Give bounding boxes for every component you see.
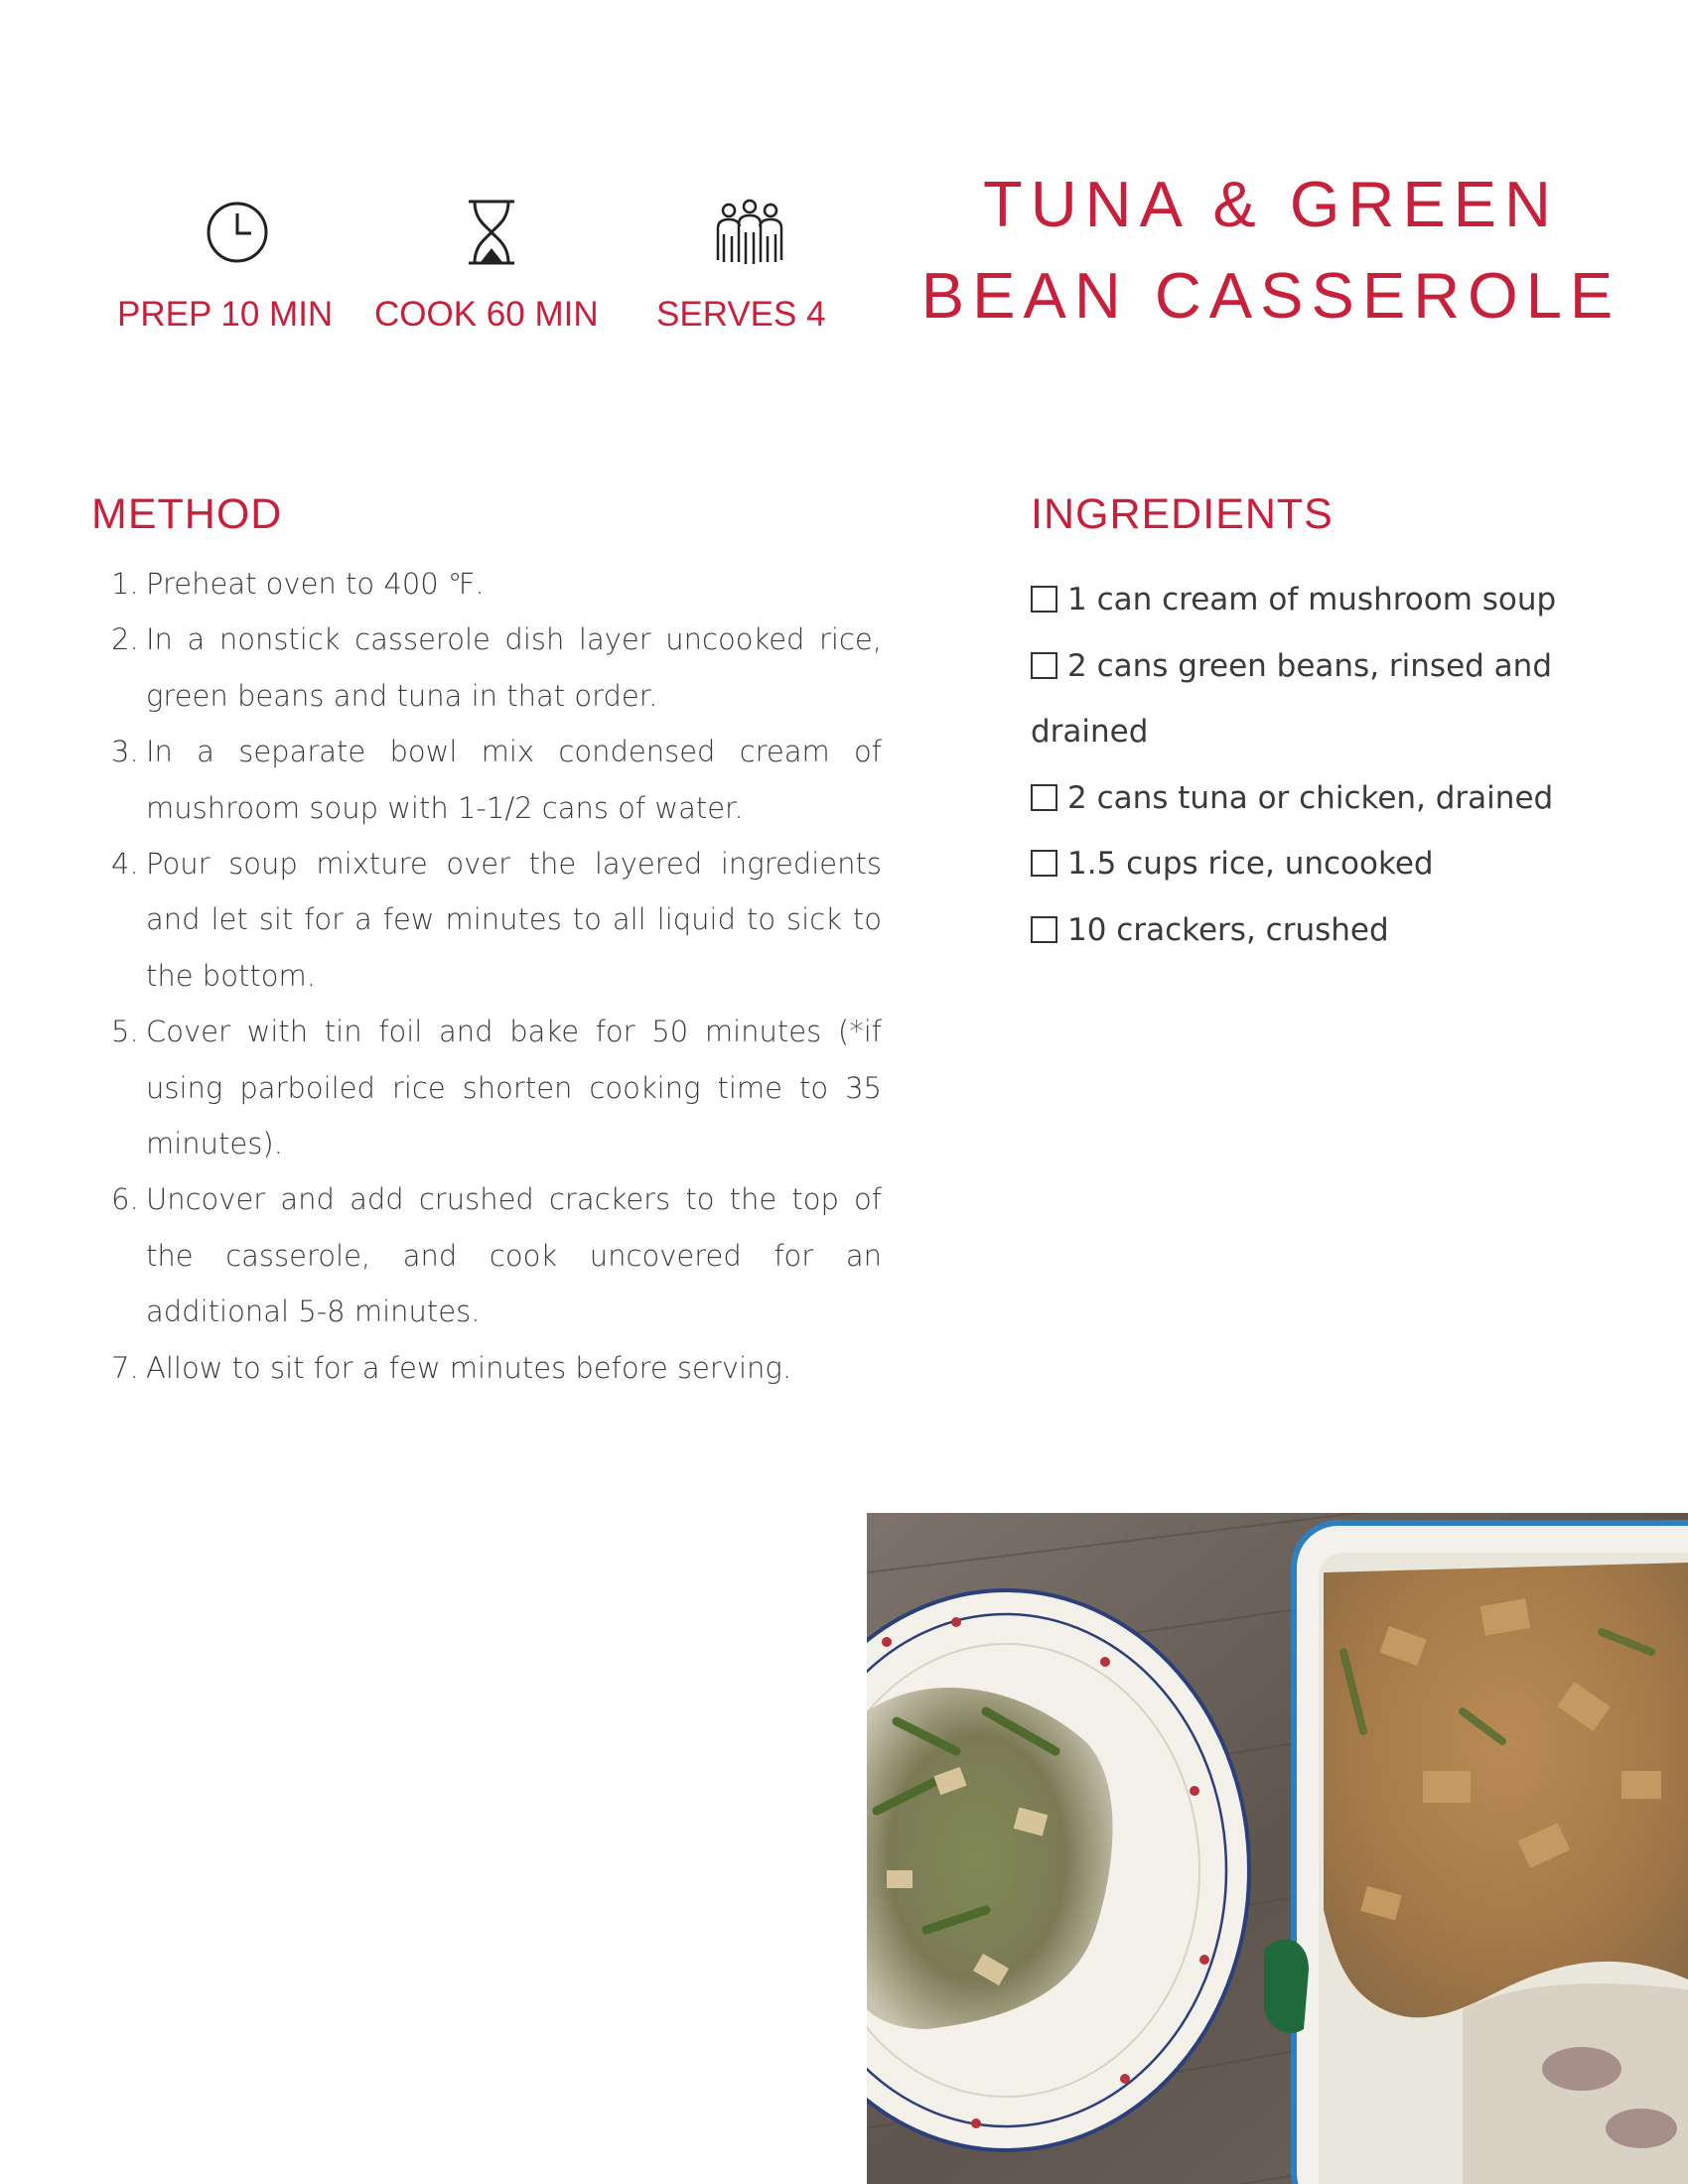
step-text: Allow to sit for a few minutes before serving. <box>146 1350 792 1385</box>
ingredient-item <box>1031 831 1587 897</box>
ingredient-item <box>1031 633 1587 765</box>
method-step <box>111 1171 882 1339</box>
clock-icon <box>204 199 271 266</box>
method-list <box>111 556 882 1396</box>
ingredient-item <box>1031 765 1587 832</box>
cook-time-label: COOK 60 MIN <box>374 295 599 334</box>
ingredient-text: 10 crackers, crushed <box>1067 911 1389 948</box>
ingredient-text: 2 cans green beans, rinsed and drained <box>1031 647 1552 750</box>
ingredient-text: 2 cans tuna or chicken, drained <box>1067 779 1554 816</box>
recipe-title <box>914 159 1628 341</box>
method-step <box>111 612 882 724</box>
step-number: 6. <box>111 1182 139 1217</box>
recipe-title-line1: TUNA & GREEN <box>983 168 1559 240</box>
hourglass-icon <box>465 199 518 266</box>
ingredient-item <box>1031 567 1587 633</box>
step-text: Uncover and add crushed crackers to the top of the casserole, and cook uncovered for an additional 5-8 minutes. <box>146 1182 882 1329</box>
step-number: 2. <box>111 622 139 657</box>
method-step <box>111 556 882 612</box>
step-number: 4. <box>111 847 139 882</box>
ingredient-checkbox[interactable] <box>1031 586 1057 613</box>
prep-time-label: PREP 10 MIN <box>117 295 334 334</box>
step-text: Pour soup mixture over the layered ingredients and let sit for a few minutes to all liquid to sick to the bottom. <box>146 847 882 993</box>
step-number: 7. <box>111 1350 139 1385</box>
method-step <box>111 836 882 1004</box>
ingredient-checkbox[interactable] <box>1031 916 1057 943</box>
recipe-title-line2: BEAN CASSEROLE <box>920 259 1621 332</box>
step-number: 5. <box>111 1015 139 1049</box>
step-text: Preheat oven to 400 ℉. <box>146 567 485 601</box>
casserole-photo <box>867 1513 1688 2184</box>
ingredient-item <box>1031 897 1587 964</box>
servings-label: SERVES 4 <box>656 295 826 334</box>
step-number: 1. <box>111 567 139 601</box>
ingredient-checkbox[interactable] <box>1031 652 1057 679</box>
ingredient-checkbox[interactable] <box>1031 850 1057 877</box>
method-step <box>111 724 882 836</box>
ingredients-heading: INGREDIENTS <box>1031 490 1334 538</box>
ingredients-list <box>1031 567 1587 963</box>
step-number: 3. <box>111 735 139 769</box>
step-text: In a nonstick casserole dish layer uncooked rice, green beans and tuna in that order. <box>146 622 882 713</box>
step-text: Cover with tin foil and bake for 50 minutes (*if using parboiled rice shorten cooking time to 35 minutes). <box>146 1015 882 1161</box>
method-step <box>111 1004 882 1171</box>
people-icon <box>713 199 786 268</box>
ingredient-text: 1.5 cups rice, uncooked <box>1067 846 1434 882</box>
method-step <box>111 1340 882 1396</box>
step-text: In a separate bowl mix condensed cream of mushroom soup with 1-1/2 cans of water. <box>146 735 882 825</box>
method-heading: METHOD <box>91 490 283 538</box>
ingredient-text: 1 can cream of mushroom soup <box>1067 582 1557 617</box>
ingredient-checkbox[interactable] <box>1031 784 1057 811</box>
